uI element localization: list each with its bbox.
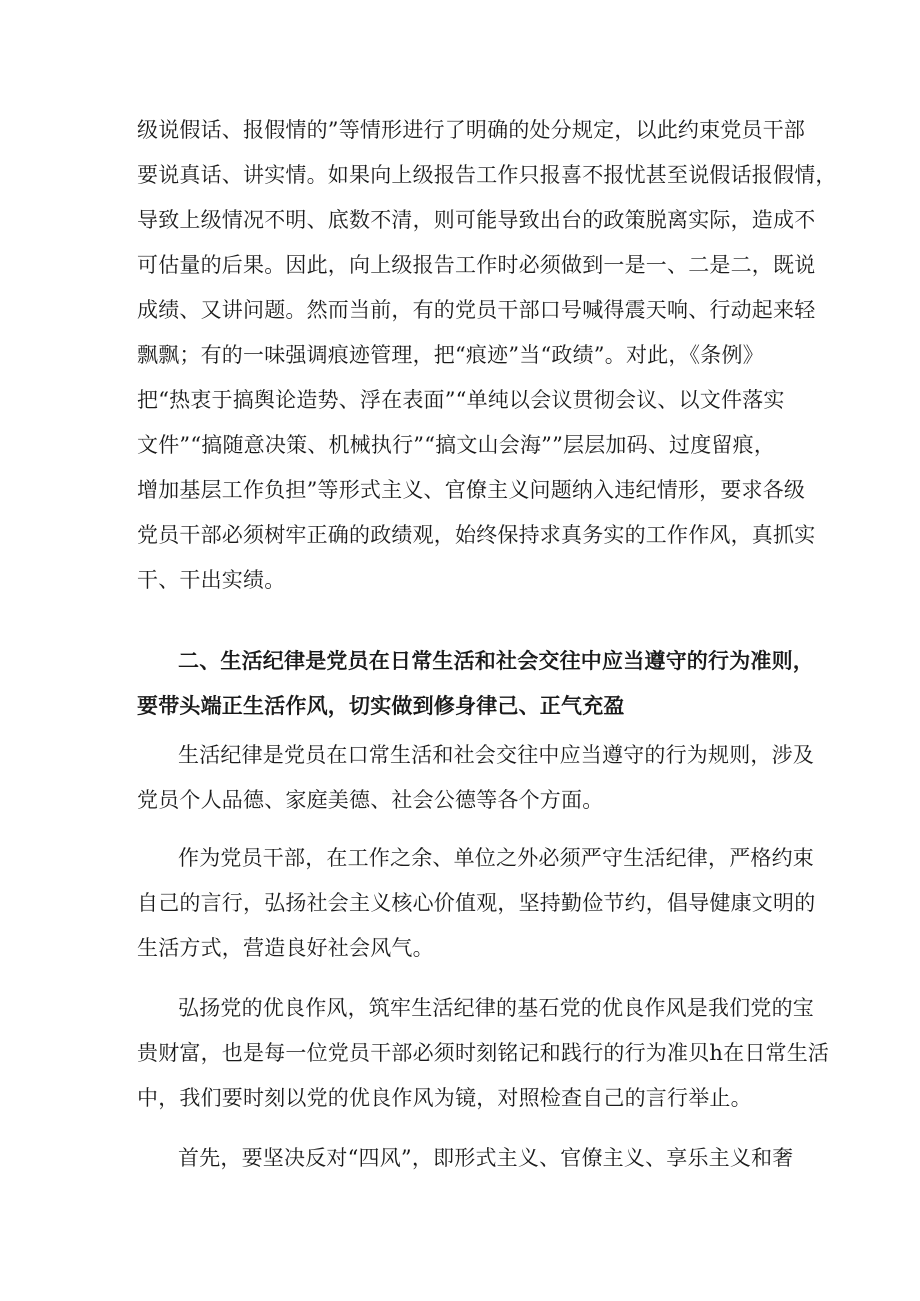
text-line: 成绩、又讲问题。然而当前，有的党员干部口号喊得震天响、行动起来轻 xyxy=(137,298,816,322)
text-line: 首先，要坚决反对“四风”，即形式主义、官僚主义、享乐主义和奢 xyxy=(178,1146,794,1170)
text-line: 生活纪律是党员在口常生活和社会交往中应当遵守的行为规则，涉及 xyxy=(178,743,814,767)
text-line: 生活方式，营造良好社会风气。 xyxy=(137,936,434,960)
text-line: 作为党员干部，在工作之余、单位之外必须严守生活纪律，严格约束 xyxy=(178,846,814,870)
text-line: 把“热衷于搞舆论造势、浮在表面”“单纯以会议贯彻会议、以文件落实 xyxy=(137,388,785,412)
text-line: 导致上级情况不明、底数不清，则可能导致出台的政策脱离实际，造成不 xyxy=(137,208,816,232)
text-line: 干、干出实绩。 xyxy=(137,568,286,592)
text-line: 中，我们要时刻以党的优良作风为镜，对照检查自己的言行举止。 xyxy=(137,1086,752,1110)
text-line: 党员个人品德、家庭美德、社会公德等各个方面。 xyxy=(137,788,604,812)
text-line: 贵财富，也是每一位党员干部必须时刻铭记和践行的行为准贝h在日常生活 xyxy=(137,1041,830,1065)
text-line: 文件”“搞随意决策、机械执行”“搞文山会海””层层加码、过度留痕， xyxy=(137,433,776,457)
text-line: 自己的言行，弘扬社会主义核心价值观，坚持勤俭节约，倡导健康文明的 xyxy=(137,891,816,915)
heading-line: 二、生活纪律是党员在日常生活和社会交往中应当遵守的行为准则， xyxy=(178,649,814,673)
text-line: 弘扬党的优良作风，筑牢生活纪律的基石党的优良作风是我们党的宝 xyxy=(178,996,814,1020)
text-line: 级说假话、报假情的”等情形进行了明确的处分规定，以此约束党员干部 xyxy=(137,118,806,142)
text-line: 飘飘；有的一味强调痕迹管理，把“痕迹”当“政绩”。对此，《条例》 xyxy=(137,343,764,367)
text-line: 增加基层工作负担”等形式主义、官僚主义问题纳入违纪情形，要求各级 xyxy=(137,478,806,502)
text-line: 可估量的后果。因此，向上级报告工作时必须做到一是一、二是二，既说 xyxy=(137,253,816,277)
heading-line: 要带头端正生活作风，切实做到修身律己、正气充盈 xyxy=(137,694,625,718)
text-line: 党员干部必须树牢正确的政绩观，始终保持求真务实的工作作风，真抓实 xyxy=(137,523,816,547)
text-line: 要说真话、讲实情。如果向上级报告工作只报喜不报忧甚至说假话报假情， xyxy=(137,163,837,187)
